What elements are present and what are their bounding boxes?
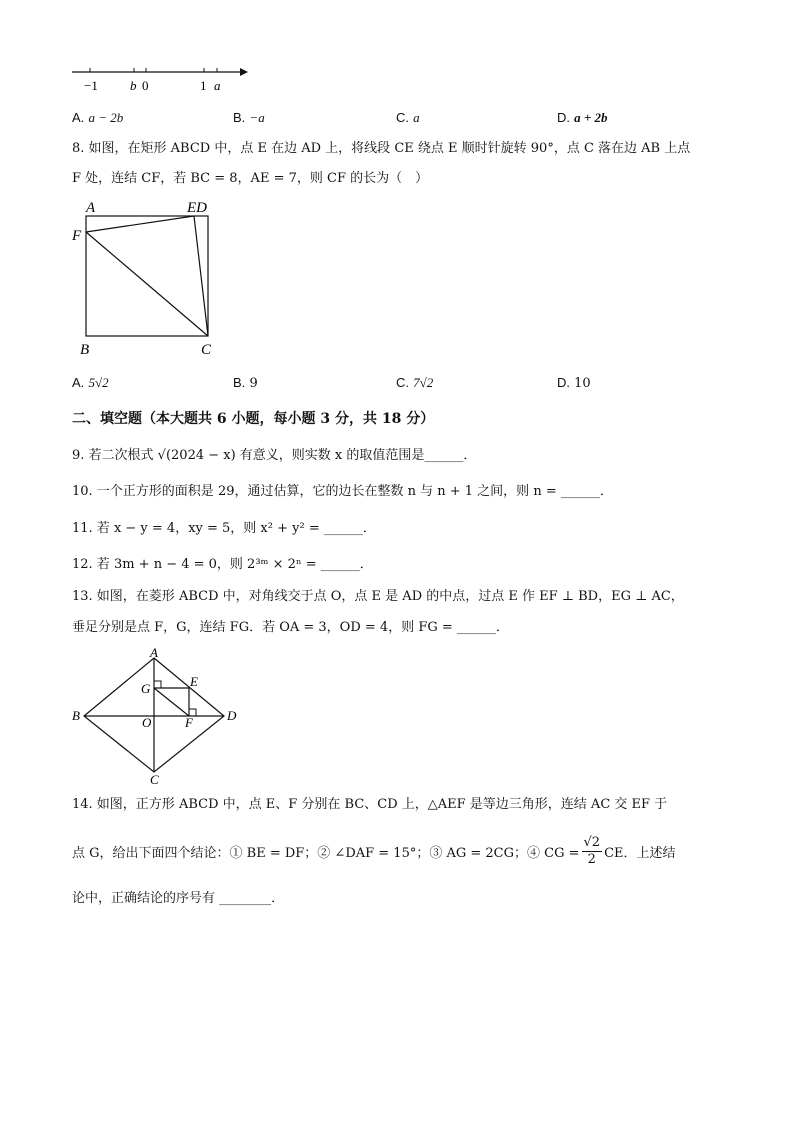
section-title-fill-in: 二、填空题（本大题共 6 小题，每小题 3 分，共 18 分） — [72, 411, 435, 427]
q12-text: 12. 若 3m + n − 4 = 0，则 2³ᵐ × 2ⁿ = ______． — [72, 557, 373, 572]
svg-text:G: G — [141, 681, 151, 696]
q7-option-b: B. −a — [233, 110, 265, 125]
q13-text-line2: 垂足分别是点 F，G，连结 FG．若 OA = 3，OD = 4，则 FG = ______． — [72, 620, 509, 635]
q13-text-line1: 13. 如图，在菱形 ABCD 中，对角线交于点 O，点 E 是 AD 的中点，过点 E 作 EF ⊥ BD，EG ⊥ AC， — [72, 589, 684, 604]
q14-text-line1: 14. 如图，正方形 ABCD 中，点 E、F 分别在 BC、CD 上，△AEF 是等边三角形，连结 AC 交 EF 于 — [72, 797, 668, 812]
number-line-figure — [60, 58, 260, 98]
numberline-label-a: a — [214, 78, 221, 93]
numberline-label-b: b — [130, 78, 137, 93]
svg-text:F: F — [72, 228, 82, 244]
numberline-label-1: 1 — [200, 78, 207, 93]
q14-fraction: $\frac{√2}{2}$ — [583, 834, 601, 867]
q7-option-c: C. a — [396, 110, 420, 125]
svg-text:F: F — [185, 715, 193, 730]
q7-option-d: D. a + 2b — [557, 110, 608, 125]
numberline-label-neg1: −1 — [84, 78, 98, 93]
q8-option-a: A. 5√2 — [72, 375, 109, 390]
svg-text:C: C — [150, 772, 159, 786]
numberline-label-0: 0 — [142, 78, 149, 93]
svg-text:A: A — [86, 200, 96, 216]
svg-text:O: O — [142, 715, 152, 730]
q8-option-c: C. 7√2 — [396, 375, 434, 390]
q8-option-d: D. 10 — [557, 375, 591, 391]
q11-text: 11. 若 x − y = 4，xy = 5，则 x² + y² = ______． — [72, 521, 376, 536]
svg-text:A: A — [150, 645, 158, 660]
svg-text:ED: ED — [187, 200, 207, 216]
svg-text:D: D — [227, 708, 237, 723]
svg-text:E: E — [190, 674, 198, 689]
svg-text:B: B — [72, 708, 80, 723]
q14-text-line3: 论中，正确结论的序号有 ________． — [72, 891, 285, 906]
svg-text:B: B — [80, 342, 90, 358]
q14-text-line2: 点 G，给出下面四个结论：① BE = DF；② ∠DAF = 15°；③ AG = 2CG；④ CG = $\frac{√2}{2}$ CE．上述结 — [72, 834, 676, 867]
svg-text:C: C — [201, 342, 212, 358]
q8-text-line2: F 处，连结 CF，若 BC = 8，AE = 7，则 CF 的长为（ ） — [72, 171, 429, 186]
q8-option-b: B. 9 — [233, 375, 258, 391]
q13-rhombus-figure — [64, 644, 254, 786]
q9-text: 9. 若二次根式 √(2024 − x) 有意义，则实数 x 的取值范围是______． — [72, 448, 477, 463]
q7-option-a: A. a − 2b — [72, 110, 124, 125]
q10-text: 10. 一个正方形的面积是 29，通过估算，它的边长在整数 n 与 n + 1 之间，则 n = ______． — [72, 484, 613, 499]
q8-rectangle-figure — [66, 196, 226, 360]
q8-text-line1: 8. 如图，在矩形 ABCD 中，点 E 在边 AD 上，将线段 CE 绕点 E 顺时针旋转 90°，点 C 落在边 AB 上点 — [72, 141, 691, 156]
